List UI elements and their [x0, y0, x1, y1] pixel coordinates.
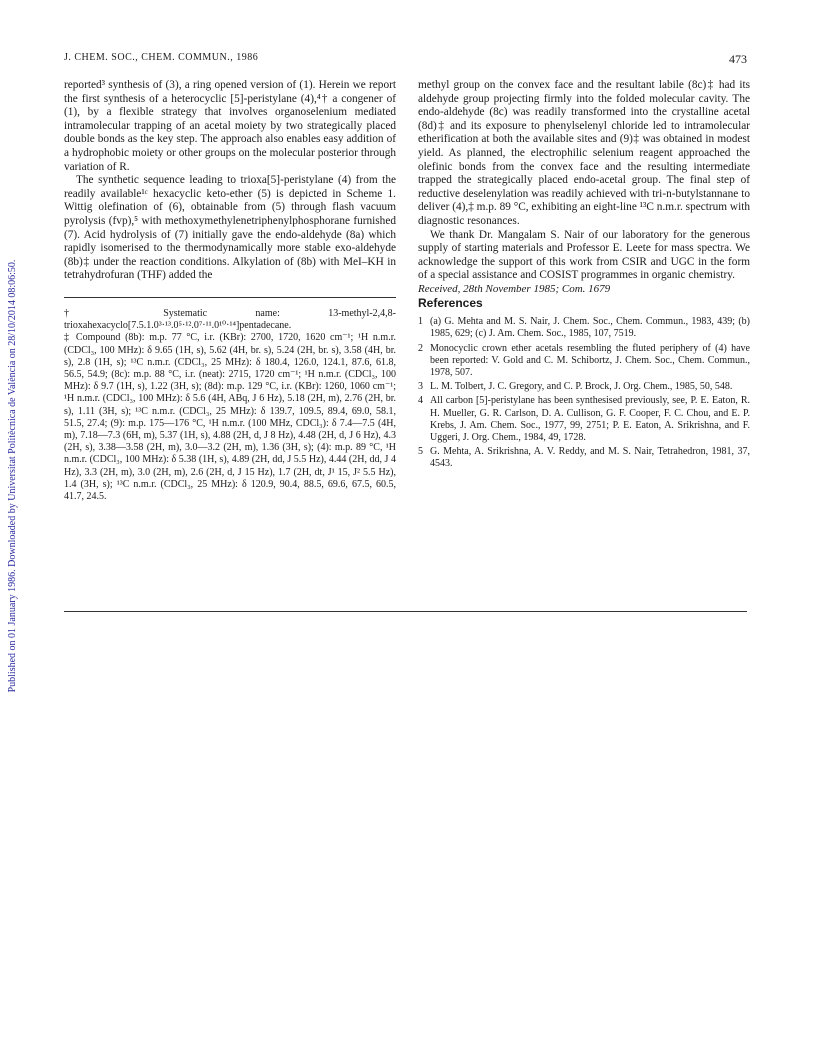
body-paragraph: The synthetic sequence leading to trioxa[5]-peristylane (4) from the readily available¹ᶜ hexacyclic keto-ether (5) is depicted in Scheme 1. Wittig olefination of (6), obtainable from (5) through flash vacuum pyrolysis (fvp),⁵ with methoxymethylenetriphenylphosphorane furnished (7). Acid hydrolysis of (7) initially gave the endo-aldehyde (8a) which rapidly isomerised to the thermodynamically more stable exo-aldehyde (8b)‡ under the reaction conditions. Alkylation of (8b) with MeI–KH in tetrahydrofuran (THF) added the: [64, 174, 396, 282]
received-date: Received, 28th November 1985; Com. 1679: [418, 282, 611, 295]
reference-text: All carbon [5]-peristylane has been synthesised previously, see, P. E. Eaton, R. H. Mueller, G. R. Carlson, D. A. Cullison, G. F. Cooper, F. C. Chou, and E. P. Krebs, J. Am. Chem. Soc., 1977, 99, 2751; P. E. Eaton, A. Srikrishna, and F. Uggeri, J. Org. Chem., 1984, 49, 1728.: [430, 395, 750, 443]
reference-text: G. Mehta, A. Srikrishna, A. V. Reddy, and M. S. Nair, Tetrahedron, 1981, 37, 4543.: [430, 446, 750, 470]
page-number: 473: [729, 52, 747, 66]
journal-title: J. CHEM. SOC., CHEM. COMMUN., 1986: [64, 52, 259, 63]
body-paragraph: methyl group on the convex face and the resultant labile (8c)‡ had its aldehyde group projecting firmly into the folded molecular cavity. The endo-aldehyde (8c) was readily transformed into the crystalline acetal (8d)‡ and its exposure to phenylselenyl chloride led to intramolecular etherification at both the available sites and (9)‡ was obtained in modest yield. As planned, the electrophilic selenium reagent approached the olefinic bonds from the convex face and the resulting intermediate trapped the strategically placed endo-acetal group. The final step of reductive deselenylation was readily achieved with tri-n-butylstannane to deliver (4),‡ m.p. 89 °C, exhibiting an eight-line ¹³C n.m.r. spectrum with diagnostic resonances.: [418, 79, 750, 227]
footnote-compound-data: ‡ Compound (8b): m.p. 77 °C, i.r. (KBr): 2700, 1720, 1620 cm⁻¹; ¹H n.m.r. (CDCl₃, 100 MHz): δ 9.65 (1H, s), 5.62 (4H, br. s), 5.24 (2H, br. s), 3.58 (4H, br. s), 2.8 (1H, s); ¹³C n.m.r. (CDCl₃, 25 MHz): δ 180.4, 126.0, 124.1, 87.6, 61.8, 56.5, 54.9; (8c): m.p. 88 °C, i.r. (neat): 2715, 1720 cm⁻¹; ¹H n.m.r. (CDCl₃, 100 MHz): δ 9.7 (1H, s), 1.22 (3H, s); (8d): m.p. 129 °C, i.r. (KBr): 1260, 1060 cm⁻¹; ¹H n.m.r. (CDCl₃, 100 MHz): δ 5.6 (4H, ABq, J 6 Hz), 5.18 (2H, m), 2.76 (2H, br. s), 1.11 (3H, s); ¹³C n.m.r. (CDCl₃, 25 MHz): δ 139.7, 109.5, 89.4, 69.0, 58.1, 51.5, 27.4; (9): m.p. 175—176 °C, ¹H n.m.r. (100 MHz, CDCl₃): δ 7.4—7.5 (4H, m), 7.18—7.3 (6H, m), 5.37 (1H, s), 4.88 (2H, d, J 8 Hz), 4.48 (2H, d, J 6 Hz), 4.3 (2H, s), 3.38—3.58 (2H, m), 3.0—3.2 (2H, m), 1.36 (3H, s); (4): m.p. 89 °C, ¹H n.m.r. (CDCl₃, 100 MHz): δ 5.38 (1H, s), 4.89 (2H, dd, J 5.5 Hz), 4.44 (2H, dd, J 4 Hz), 3.3 (2H, m), 3.0 (2H, m), 2.6 (2H, d, J 15 Hz), 1.7 (2H, dt, J¹ 15, J² 5.5 Hz), 1.4 (3H, s); ¹³C n.m.r. (CDCl₃, 25 MHz): δ 120.9, 90.4, 88.5, 69.6, 67.5, 60.5, 41.7, 24.5.: [64, 332, 396, 502]
reference-item: [418, 343, 750, 380]
reference-number: 5: [418, 446, 423, 458]
reference-number: 4: [418, 395, 423, 407]
references-heading: References: [418, 295, 483, 310]
reference-text: Monocyclic crown ether acetals resembling the fluted periphery of (4) have been reported: V. Gold and C. M. Schibortz, J. Chem. Soc., Chem. Commun., 1978, 507.: [430, 342, 750, 378]
reference-text: (a) G. Mehta and M. S. Nair, J. Chem. Soc., Chem. Commun., 1983, 439; (b) 1985, 629; (c) J. Am. Chem. Soc., 1985, 107, 7519.: [430, 316, 750, 340]
reference-item: [418, 446, 750, 470]
download-watermark: Published on 01 January 1986. Downloaded by Universitat Politècnica de València on 28/10/2014 08:06:50.: [7, 259, 18, 693]
reference-list: [418, 316, 750, 470]
body-paragraph: reported³ synthesis of (3), a ring opened version of (1). Herein we report the first synthesis of a heterocyclic [5]-peristylane (4),⁴† a congener of (1), by a flexible strategy that involves organoselenium mediated intramolecular trapping of an acetal moiety by two strategically placed double bonds as the key step. The approach also enables easy addition of a hydrophobic moiety or other groups on the molecular posterior through variation of R.: [64, 79, 396, 173]
reference-number: 2: [418, 342, 423, 354]
footnote-systematic-name: † Systematic name: 13-methyl-2,4,8-trioxahexacyclo[7.5.1.0³·¹³.0⁵·¹².0⁷·¹¹.0¹⁰·¹⁴]pentadecane.: [64, 307, 396, 332]
page-header: [64, 52, 747, 68]
reference-item: [418, 381, 750, 393]
reference-number: 1: [418, 316, 423, 328]
reference-text: L. M. Tolbert, J. C. Gregory, and C. P. Brock, J. Org. Chem., 1985, 50, 548.: [430, 381, 733, 393]
right-column: [418, 79, 750, 473]
left-column: [64, 79, 396, 503]
page-bottom-rule: [64, 611, 747, 612]
reference-item: [418, 395, 750, 444]
acknowledgement-paragraph: We thank Dr. Mangalam S. Nair of our laboratory for the generous supply of starting materials and Professor E. Leete for mass spectra. We acknowledge the support of this work from CSIR and UGC in the form of a special assistance and COSIST programmes in organic chemistry.: [418, 228, 750, 282]
footnote-divider: [64, 297, 396, 298]
reference-number: 3: [418, 381, 423, 393]
reference-item: [418, 316, 750, 340]
